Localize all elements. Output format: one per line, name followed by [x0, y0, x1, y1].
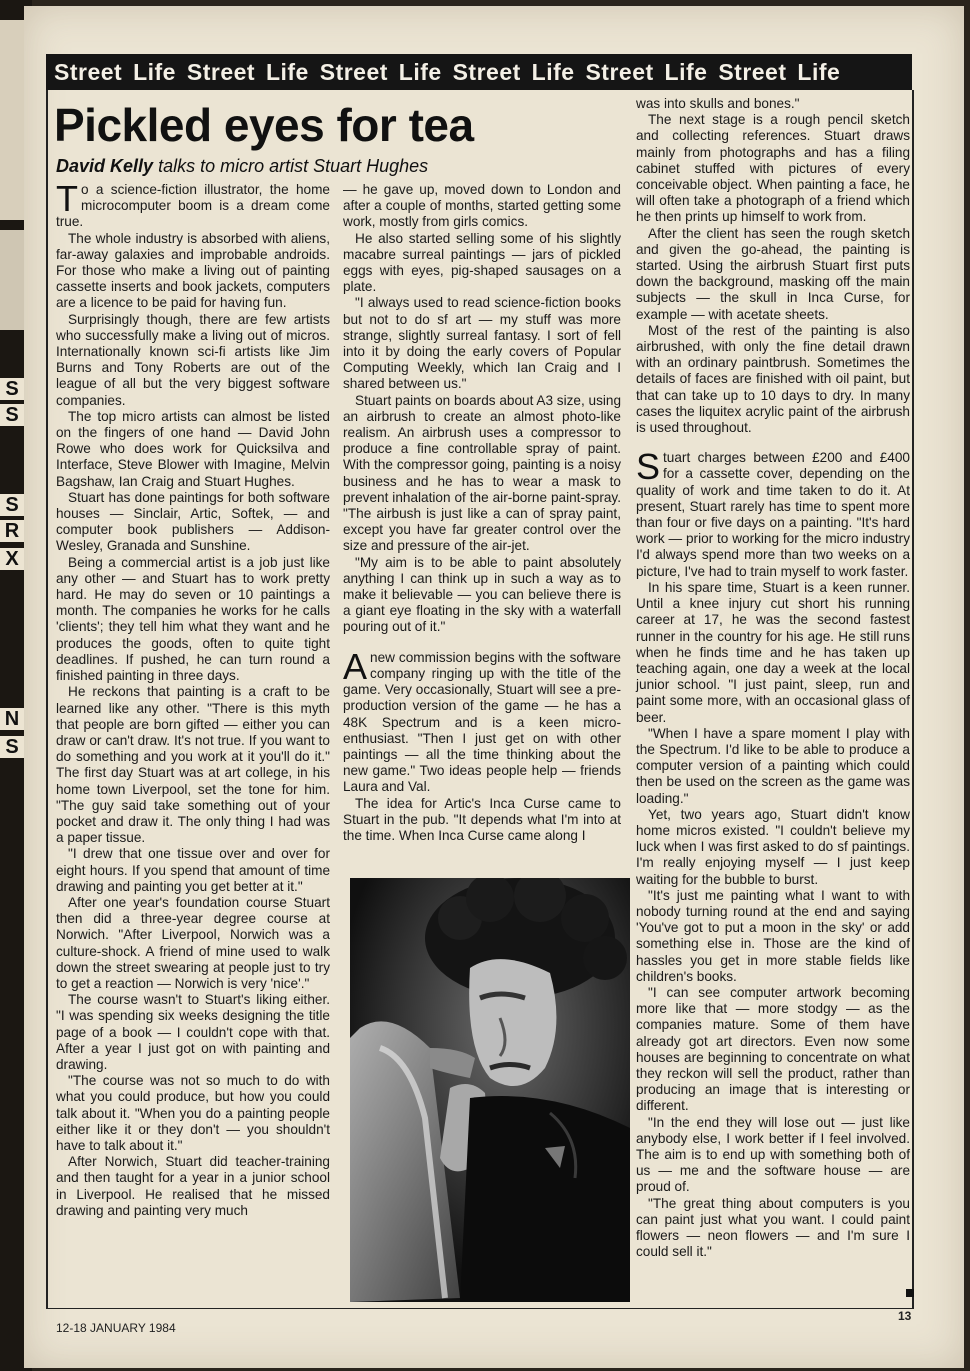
paragraph-text: In his spare time, Stuart is a keen runner. Until a knee injury cut short his running career at 17, he was the second fastest runner in the country for his age. He still runs when he finds time and he has taken up teaching again, one day a week at the local junior school. "I just paint, sleep, run and paint some more, with an occasional glass of beer. — [636, 579, 910, 725]
paragraph-text: "My aim is to be able to paint absolutely anything I can think up in such a way as to make it believable — you can believe there is a giant eye floating in the sky with a waterfall pouring out of it." — [343, 554, 621, 635]
paragraph-text: "I can see computer artwork becoming more like that — more stodgy — as the companies mature. Some of them have already got art directors. Even now some houses are beginning to concentrate on what they reckon will sell the product, rather than producing an image that is interesting or different. — [636, 984, 910, 1114]
paragraph-text: was into skulls and bones." — [636, 96, 800, 111]
article-paragraph — [56, 555, 330, 685]
article-paragraph — [636, 446, 910, 580]
article-paragraph — [636, 226, 910, 323]
paragraph-text: — he gave up, moved down to London and after a couple of months, started getting some work, mostly from girls comics. — [343, 182, 621, 230]
paragraph-text: The next stage is a rough pencil sketch and collecting references. Stuart draws mainly from photographs and has a filing cabinet stuffed with pictures of every conceivable object. When painting a face, he will often take a photograph of a friend which he then prints up himself to work from. — [636, 112, 910, 225]
paragraph-text: "The course was not so much to do with what you could produce, but how you could talk about it. "When you do a painting people either like it or they don't — you shouldn't have to talk about it." — [56, 1073, 330, 1153]
article-paragraph — [56, 684, 330, 846]
page-number: 13 — [898, 1309, 912, 1323]
article-headline: Pickled eyes for tea — [54, 99, 474, 151]
article-paragraph — [343, 645, 621, 796]
section-gap — [343, 636, 621, 650]
paragraph-text: After one year's foundation course Stuart then did a three-year degree course at Norwich. "After Liverpool, Norwich was a culture-shock. A friend of mine used to walk down the street swearing at people just to try to get a reaction — Norwich is very 'nice'." — [56, 894, 330, 991]
article-paragraph — [56, 846, 330, 895]
section-banner-text: Street Life Street Life Street Life Street Life Street Life Street Life — [54, 59, 841, 85]
paragraph-text: "I drew that one tissue over and over for eight hours. If you spend that amount of time drawing and painting you get better at it." — [56, 846, 330, 894]
paragraph-text: The idea for Artic's Inca Curse came to Stuart in the pub. "It depends what I'm into at the time. When Inca Curse came along I — [343, 795, 621, 843]
edge-letter: R — [0, 520, 24, 542]
byline-text: talks to micro artist Stuart Hughes — [158, 156, 429, 176]
article-paragraph — [636, 580, 910, 726]
article-paragraph — [56, 895, 330, 992]
article-paragraph — [636, 96, 910, 112]
article-paragraph — [636, 807, 910, 888]
edge-strip — [0, 20, 26, 220]
article-paragraph — [56, 490, 330, 555]
paragraph-text: Yet, two years ago, Stuart didn't know home micros existed. "I couldn't believe my luck when I was first asked to do sf paintings. I'm really enjoying myself — I just keep waiting for the bubble to burst. — [636, 806, 910, 887]
article-paragraph — [636, 112, 910, 225]
article-paragraph — [56, 992, 330, 1073]
edge-letter: S — [0, 736, 24, 758]
article-paragraph — [56, 409, 330, 490]
drop-cap: A — [343, 645, 368, 687]
issue-date: 12-18 JANUARY 1984 — [56, 1321, 176, 1335]
edge-letter: S — [0, 494, 24, 516]
paragraph-text: new commission begins with the software company ringing up with the title of the game. Very occasionally, Stuart will see a pre-production version of the game — he has a 48K Spectrum and is a keen micro-enthusiast. "Then I just get on with other paintings — all the time thinking about the new game." Two ideas people help — friends Laura and Val. — [343, 649, 621, 795]
byline-author: David Kelly — [56, 156, 154, 176]
article-column-3 — [636, 96, 910, 1260]
article-paragraph — [636, 1115, 910, 1196]
paragraph-text: "It's just me painting what I want to with nobody turning round at the end and saying 'You've got to put a moon in the sky' or add something else in. Those are the kind of hassles you get in more stable fields like children's books. — [636, 887, 910, 984]
edge-letter: S — [0, 404, 24, 426]
paragraph-text: The whole industry is absorbed with aliens, far-away galaxies and improbable androids. For those who make a living out of painting cassette inserts and book jackets, computers are a licence to be paid for having fun. — [56, 230, 330, 311]
article-column-1 — [56, 178, 330, 1219]
paragraph-text: "The great thing about computers is you can paint just what you want. I could paint flowers — neon flowers — and I'm sure I could sell it." — [636, 1195, 910, 1260]
article-paragraph — [343, 231, 621, 296]
article-paragraph — [343, 555, 621, 636]
article-paragraph — [343, 393, 621, 555]
paragraph-text: Stuart has done paintings for both software houses — Sinclair, Artic, Softek, — and computer book publishers — Addison-Wesley, Granada and Sunshine. — [56, 489, 330, 554]
article-paragraph — [636, 726, 910, 807]
article-column-2 — [343, 182, 621, 844]
drop-cap: T — [56, 178, 78, 219]
paragraph-text: The course wasn't to Stuart's liking either. "I was spending six weeks designing the title page of a book — I couldn't cope with that. After a year I just got on with painting and drawing. — [56, 992, 330, 1072]
edge-strip — [0, 230, 26, 330]
article-paragraph — [56, 312, 330, 409]
article-paragraph — [56, 178, 330, 231]
paragraph-text: "In the end they will lose out — just like anybody else, I work better if I feel involved. The aim is to end up with something both of us — me and the software house — are proud of. — [636, 1114, 910, 1195]
article-paragraph — [636, 1196, 910, 1261]
article-paragraph — [636, 323, 910, 436]
section-gap — [636, 436, 910, 450]
article-paragraph — [343, 796, 621, 845]
paragraph-text: tuart charges between £200 and £400 for a cassette cover, depending on the quality of work and time taken to do it. At present, Stuart rarely has time to spent more than four or five days on a painting. "It's hard work — prior to working for the micro industry I'd always spend more than two weeks on a picture, I've had to train myself to work faster. — [636, 450, 910, 579]
article-paragraph — [343, 182, 621, 231]
article-byline — [56, 156, 626, 177]
portrait-photo-graphic — [350, 878, 630, 1302]
edge-letter: N — [0, 708, 24, 730]
paragraph-text: "When I have a spare moment I play with the Spectrum. I'd like to be able to produce a computer version of a painting which could then be used on the screen as the game was loading." — [636, 725, 910, 806]
article-paragraph — [343, 295, 621, 392]
drop-cap: S — [636, 446, 661, 488]
article-end-mark — [906, 1289, 914, 1297]
section-banner — [46, 54, 912, 90]
paragraph-text: "I always used to read science-fiction books but not to do sf art — my stuff was more strange, slightly surreal fantasy. I sort of fell into it by doing the early covers of Popular Computing Weekly, which Ian Craig and I shared between us." — [343, 295, 621, 392]
paragraph-text: The top micro artists can almost be listed on the fingers of one hand — David John Rowe who does work for Quicksilva and Interface, Steve Blower with Imagine, Melvin Bagshaw, Ian Craig and Stuart Hughes. — [56, 408, 330, 489]
edge-letter: X — [0, 548, 24, 570]
article-paragraph — [56, 1073, 330, 1154]
paragraph-text: He also started selling some of his slightly macabre surreal paintings — jars of pickled eggs with eyes, pig-shaped sausages on a plate. — [343, 230, 621, 295]
article-paragraph — [636, 985, 910, 1115]
paragraph-text: Most of the rest of the painting is also airbrushed, with only the fine detail drawn with an ordinary paintbrush. Sometimes the details of faces are finished with oil paint, but that can take up to 10 days to dry. In many cases the liquitex acrylic paint of the airbrush is used throughout. — [636, 322, 910, 436]
paragraph-text: o a science-fiction illustrator, the home microcomputer boom is a dream come true. — [56, 182, 330, 230]
paragraph-text: Being a commercial artist is a job just like any other — and Stuart has to work pretty hard. He may do seven or 10 paintings a month. The companies he works for he calls 'clients'; they tell him what they want and he produces the goods, often to quite tight deadlines. If pushed, he can turn round a finished painting in three days. — [56, 554, 330, 684]
paragraph-text: Stuart paints on boards about A3 size, using an airbrush to create an almost photo-like realism. An airbrush uses a compressor to produce a fine controllable spray of paint. With the compressor going, painting is a noisy business and he has to wear a mask to prevent inhalation of the air-borne paint-spray. "The airbush is just like a can of spray paint, except you have far greater control over the size and pressure of the air-jet. — [343, 392, 622, 554]
article-paragraph — [636, 888, 910, 985]
paragraph-text: He reckons that painting is a craft to be learned like any other. "There is this myth that people are born gifted — either you can draw or can't draw. It's not true. If you want to do something and you work at it you'll do it." The first day Stuart was at art college, in his home town Liverpool, set the tone for him. "The guy said take something out of your pocket and draw it. The only thing I had was a paper tissue. — [56, 684, 330, 846]
edge-letter: S — [0, 378, 24, 400]
paragraph-text: After the client has seen the rough sketch and given the go-ahead, the painting is started. Using the airbrush Stuart first puts down the background, masking off the main subjects — the skull in Inca Curse, for example — with acetate sheets. — [636, 225, 910, 322]
article-paragraph — [56, 231, 330, 312]
portrait-photo-icon — [350, 878, 630, 1302]
paragraph-text: After Norwich, Stuart did teacher-training and then taught for a year in a junior school in Liverpool. He realised that he missed drawing and painting very much — [56, 1154, 330, 1218]
paragraph-text: Surprisingly though, there are few artists who successfully make a living out of micros. Internationally known sci-fi artists like Jim Burns and Tony Roberts are out of the league of all but the very biggest software companies. — [56, 311, 330, 408]
article-paragraph — [56, 1154, 330, 1219]
